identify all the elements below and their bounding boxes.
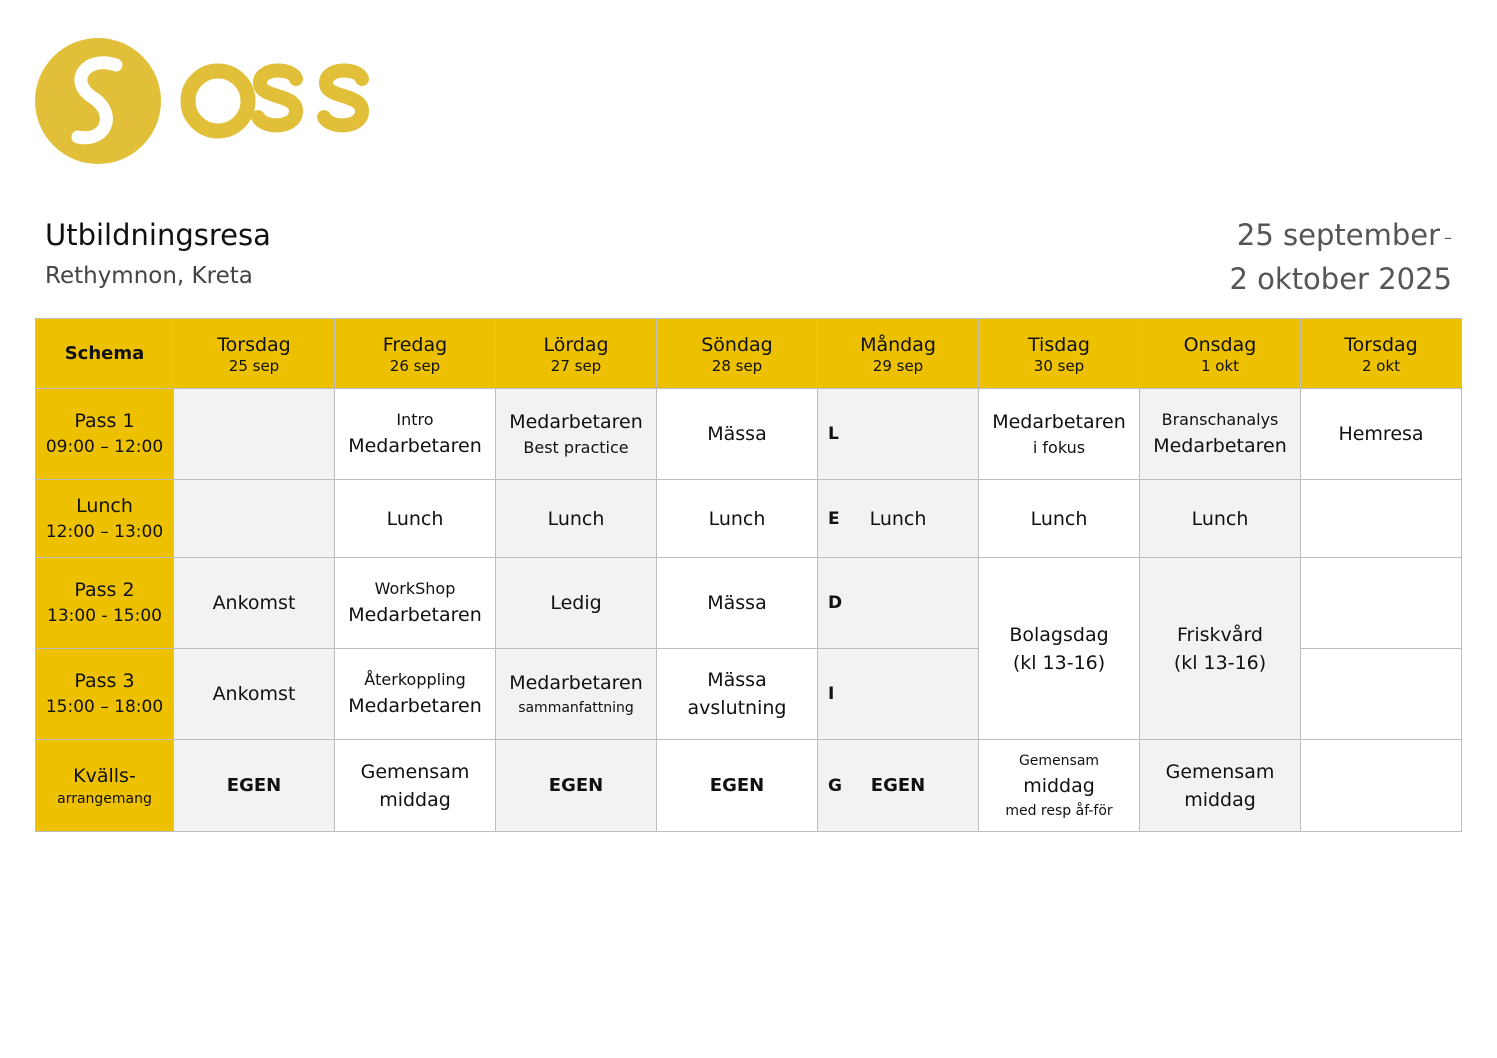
schedule-cell: EGEN	[496, 740, 657, 832]
day-header: Måndag 29 sep	[818, 319, 979, 389]
day-header: Fredag 26 sep	[335, 319, 496, 389]
row-label: Pass 2 13:00 - 15:00	[36, 558, 174, 649]
schedule-cell: Ankomst	[174, 649, 335, 740]
schedule-cell	[1301, 480, 1462, 558]
schedule-cell	[174, 389, 335, 480]
schedule-cell: Lunch	[335, 480, 496, 558]
ledig-letter: E	[828, 508, 840, 529]
page-title: Utbildningsresa	[45, 218, 271, 252]
schedule-cell: Ledig	[496, 558, 657, 649]
schedule-cell: EGEN	[657, 740, 818, 832]
ledig-letter: G	[828, 775, 842, 796]
page-subtitle: Rethymnon, Kreta	[45, 263, 253, 289]
schedule-cell: Lunch	[979, 480, 1140, 558]
schedule-cell: Medarbetaren Best practice	[496, 389, 657, 480]
kvall-row	[36, 740, 1462, 832]
schedule-cell: Ankomst	[174, 558, 335, 649]
schedule-cell: G EGEN	[818, 740, 979, 832]
schedule-cell: Medarbetaren i fokus	[979, 389, 1140, 480]
date-range-start: 25 september –	[1236, 218, 1452, 252]
schedule-cell	[818, 558, 979, 649]
schedule-cell	[1301, 740, 1462, 832]
date-range-end: 2 oktober 2025	[1229, 262, 1452, 296]
schedule-cell: Lunch	[496, 480, 657, 558]
ledig-letter: D	[828, 593, 843, 613]
schedule-cell: Bolagsdag (kl 13-16)	[979, 558, 1140, 740]
day-header: Torsdag 2 okt	[1301, 319, 1462, 389]
schedule-cell: Lunch	[1140, 480, 1301, 558]
lunch-row	[36, 480, 1462, 558]
schedule-cell	[1301, 649, 1462, 740]
ledig-letter: L	[828, 424, 839, 444]
schedule-cell	[174, 480, 335, 558]
schedule-cell: Lunch	[657, 480, 818, 558]
schedule-cell: WorkShop Medarbetaren	[335, 558, 496, 649]
row-label: Lunch 12:00 – 13:00	[36, 480, 174, 558]
schedule-cell: Medarbetaren sammanfattning	[496, 649, 657, 740]
schedule-cell: Friskvård (kl 13-16)	[1140, 558, 1301, 740]
pass1-row	[36, 389, 1462, 480]
row-label: Kvälls- arrangemang	[36, 740, 174, 832]
header-row	[36, 319, 1462, 389]
schedule-cell	[818, 389, 979, 480]
schedule-table	[35, 318, 1462, 832]
day-header: Tisdag 30 sep	[979, 319, 1140, 389]
schema-header: Schema	[36, 319, 174, 389]
oss-logo	[34, 37, 374, 167]
schedule-cell: Återkoppling Medarbetaren	[335, 649, 496, 740]
schedule-cell: Gemensam middag med resp åf-för	[979, 740, 1140, 832]
schedule-cell: Mässa	[657, 389, 818, 480]
row-label: Pass 3 15:00 – 18:00	[36, 649, 174, 740]
day-header: Söndag 28 sep	[657, 319, 818, 389]
schedule-cell: Gemensam middag	[1140, 740, 1301, 832]
schedule-cell	[1301, 558, 1462, 649]
schedule-cell: Hemresa	[1301, 389, 1462, 480]
schedule-cell: EGEN	[174, 740, 335, 832]
schedule-cell: E Lunch	[818, 480, 979, 558]
day-header: Lördag 27 sep	[496, 319, 657, 389]
day-header: Torsdag 25 sep	[174, 319, 335, 389]
schedule-cell: Branschanalys Medarbetaren	[1140, 389, 1301, 480]
schedule-cell: Mässa	[657, 558, 818, 649]
schedule-cell: Gemensam middag	[335, 740, 496, 832]
pass2-row	[36, 558, 1462, 649]
day-header: Onsdag 1 okt	[1140, 319, 1301, 389]
ledig-letter: I	[828, 684, 835, 704]
schedule-cell: Intro Medarbetaren	[335, 389, 496, 480]
schedule-cell: Mässa avslutning	[657, 649, 818, 740]
row-label: Pass 1 09:00 – 12:00	[36, 389, 174, 480]
schedule-cell	[818, 649, 979, 740]
